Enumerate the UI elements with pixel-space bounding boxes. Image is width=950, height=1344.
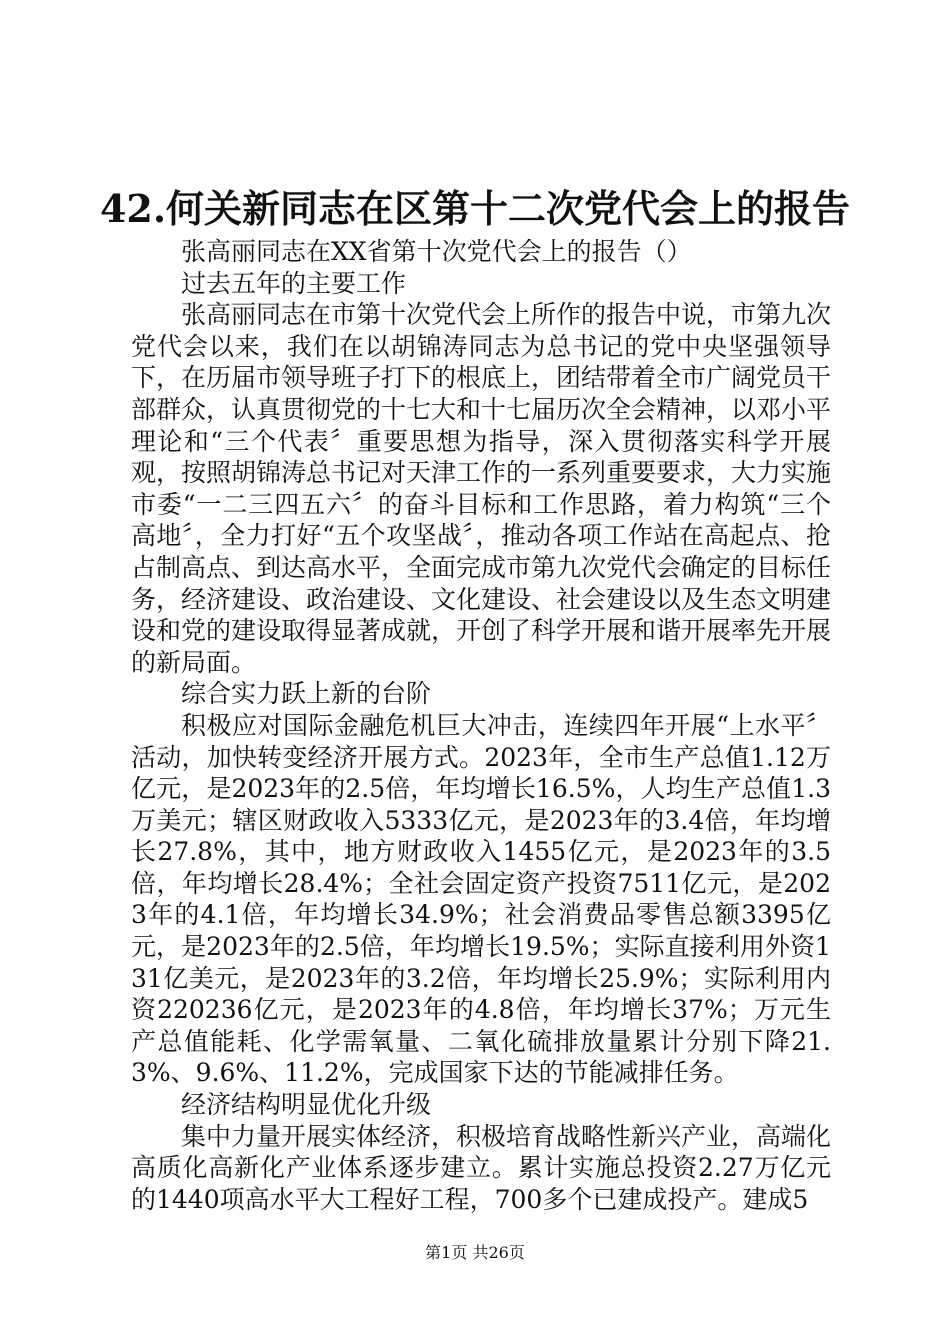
page-number: 第1页 [425,1243,468,1262]
section-heading-past-five-years: 过去五年的主要工作 [181,268,407,298]
paragraph-economic-figures: 积极应对国际金融危机巨大冲击，连续四年开展“上水平〞活动，加快转变经济开展方式。2023年，全市生产总值1.12万亿元，是2023年的2.5倍，年均增长16.5%，人均生产总值1.3万美元；辖区财政收入5333亿元，是2023年的3.4倍，年均增长27.8%，其中，地方财政收入1455亿元，是2023年的3.5倍，年均增长28.4%；全社会固定资产投资7511亿元，是2023年的4.1倍，年均增长34.9%；社会消费品零售总额3395亿元，是2023年的2.5倍，年均增长19.5%；实际直接利用外资131亿美元，是2023年的3.2倍，年均增长25.9%；实际利用内资220236亿元，是2023年的4.8倍，年均增长37%；万元生产总值能耗、化学需氧量、二氧化硫排放量累计分别下降21.3%、9.6%、11.2%，完成国家下达的节能减排任务。 [131,710,831,1088]
document-body [131,236,831,1215]
section-heading-economic-structure: 经济结构明显优化升级 [181,1090,432,1120]
section-heading-overall-strength: 综合实力跃上新的台阶 [181,679,432,709]
paragraph-work-summary: 张高丽同志在市第十次党代会上所作的报告中说，市第九次党代会以来，我们在以胡锦涛同志为总书记的党中央坚强领导下，在历届市领导班子打下的根底上，团结带着全市广阔党员干部群众，认真贯彻党的十七大和十七届历次全会精神，以邓小平理论和“三个代表〞重要思想为指导，深入贯彻落实科学开展观，按照胡锦涛总书记对天津工作的一系列重要要求，大力实施市委“一二三四五六〞的奋斗目标和工作思路，着力构筑“三个高地〞，全力打好“五个攻坚战〞，推动各项工作站在高起点、抢占制高点、到达高水平，全面完成市第九次党代会确定的目标任务，经济建设、政治建设、文化建设、社会建设以及生态文明建设和党的建设取得显著成就，开创了科学开展和谐开展率先开展的新局面。 [131,300,832,677]
document-subtitle: 张高丽同志在XX省第十次党代会上的报告（） [181,237,692,266]
page-total: 共26页 [472,1243,525,1262]
page-footer [0,1243,950,1263]
document-title: 42.何关新同志在区第十二次党代会上的报告 [99,186,851,231]
paragraph-industry-development: 集中力量开展实体经济，积极培育战略性新兴产业，高端化高质化高新化产业体系逐步建立。累计实施总投资2.27万亿元的1440项高水平大工程好工程，700多个已建成投产。建成5 [131,1121,832,1214]
